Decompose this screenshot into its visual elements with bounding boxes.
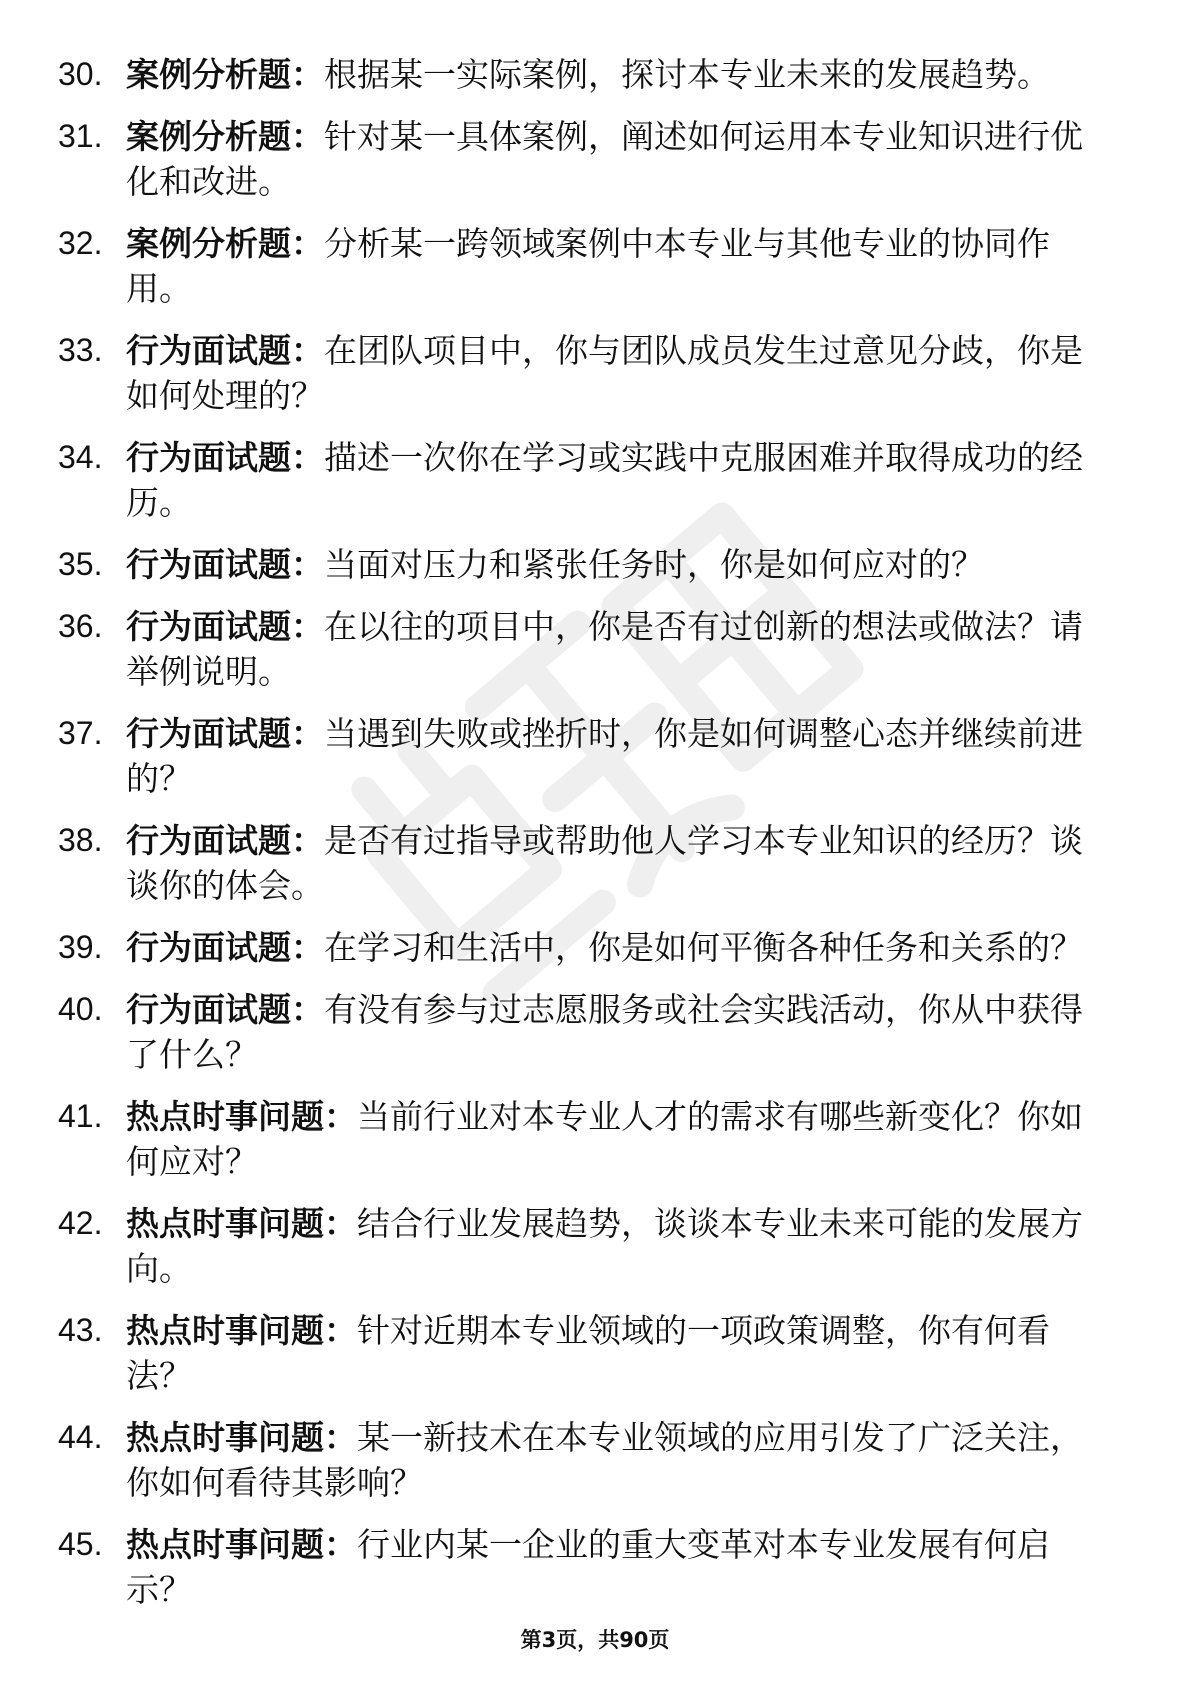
question-text: 在学习和生活中，你是如何平衡各种任务和关系的？ [324,928,1083,967]
question-category: 行为面试题： [126,821,324,860]
question-number: 33. [58,332,103,368]
question-item [0,542,1190,587]
question-number: 32. [58,225,103,261]
question-category: 热点时事问题： [126,1204,357,1243]
question-category: 案例分析题： [126,55,324,94]
question-text-block [126,1415,1106,1505]
question-item [0,114,1190,204]
question-text: 当前行业对本专业人才的需求有哪些新变化？你如何应对？ [126,1097,1083,1181]
question-category: 行为面试题： [126,545,324,584]
question-number: 36. [58,608,103,644]
question-item [0,1308,1190,1398]
question-item [0,435,1190,525]
question-category: 行为面试题： [126,714,324,753]
question-text-block [126,711,1106,801]
question-text: 在团队项目中，你与团队成员发生过意见分歧，你是如何处理的？ [126,331,1083,415]
question-text-block [126,925,1106,970]
question-category: 行为面试题： [126,928,324,967]
question-text: 根据某一实际案例，探讨本专业未来的发展趋势。 [324,55,1050,94]
question-item [0,1201,1190,1291]
question-category: 行为面试题： [126,438,324,477]
question-category: 案例分析题： [126,224,324,263]
question-item [0,711,1190,801]
question-item [0,1094,1190,1184]
question-text: 描述一次你在学习或实践中克服困难并取得成功的经历。 [126,438,1083,522]
question-number: 39. [58,929,103,965]
question-text-block [126,987,1106,1077]
question-list [0,52,1190,1629]
question-text: 某一新技术在本专业领域的应用引发了广泛关注，你如何看待其影响？ [126,1418,1083,1502]
question-text-block [126,52,1106,97]
question-category: 案例分析题： [126,117,324,156]
question-item [0,328,1190,418]
question-text: 针对近期本专业领域的一项政策调整，你有何看法？ [126,1311,1050,1395]
question-item [0,818,1190,908]
page-footer: 第3页，共90页 [520,1628,670,1652]
question-item [0,925,1190,970]
question-number: 44. [58,1419,103,1455]
question-item [0,52,1190,97]
question-number: 40. [58,991,103,1027]
question-text-block [126,542,1106,587]
question-text-block [126,604,1106,694]
question-text: 行业内某一企业的重大变革对本专业发展有何启示？ [126,1525,1050,1609]
question-text-block [126,328,1106,418]
question-text: 是否有过指导或帮助他人学习本专业知识的经历？谈谈你的体会。 [126,821,1083,905]
question-number: 41. [58,1098,103,1134]
question-item [0,1415,1190,1505]
question-item [0,221,1190,311]
question-text: 有没有参与过志愿服务或社会实践活动，你从中获得了什么？ [126,990,1083,1074]
question-category: 热点时事问题： [126,1418,357,1457]
question-number: 34. [58,439,103,475]
question-item [0,604,1190,694]
question-number: 31. [58,118,103,154]
question-number: 38. [58,822,103,858]
question-text: 分析某一跨领域案例中本专业与其他专业的协同作用。 [126,224,1050,308]
question-number: 42. [58,1205,103,1241]
question-text-block [126,1522,1106,1612]
question-category: 热点时事问题： [126,1525,357,1564]
question-text: 结合行业发展趋势，谈谈本专业未来可能的发展方向。 [126,1204,1083,1288]
question-text-block [126,221,1106,311]
question-text-block [126,1308,1106,1398]
question-category: 热点时事问题： [126,1311,357,1350]
question-text: 当遇到失败或挫折时，你是如何调整心态并继续前进的？ [126,714,1083,798]
question-text-block [126,818,1106,908]
question-category: 行为面试题： [126,990,324,1029]
question-text-block [126,1094,1106,1184]
question-text-block [126,1201,1106,1291]
question-text: 在以往的项目中，你是否有过创新的想法或做法？请举例说明。 [126,607,1083,691]
question-text-block [126,114,1106,204]
question-category: 行为面试题： [126,331,324,370]
question-item [0,1522,1190,1612]
question-category: 热点时事问题： [126,1097,357,1136]
question-text: 针对某一具体案例，阐述如何运用本专业知识进行优化和改进。 [126,117,1083,201]
question-category: 行为面试题： [126,607,324,646]
question-item [0,987,1190,1077]
question-text: 当面对压力和紧张任务时，你是如何应对的？ [324,545,984,584]
question-number: 35. [58,546,103,582]
question-number: 45. [58,1526,103,1562]
question-number: 43. [58,1312,103,1348]
question-number: 30. [58,56,103,92]
question-text-block [126,435,1106,525]
question-number: 37. [58,715,103,751]
